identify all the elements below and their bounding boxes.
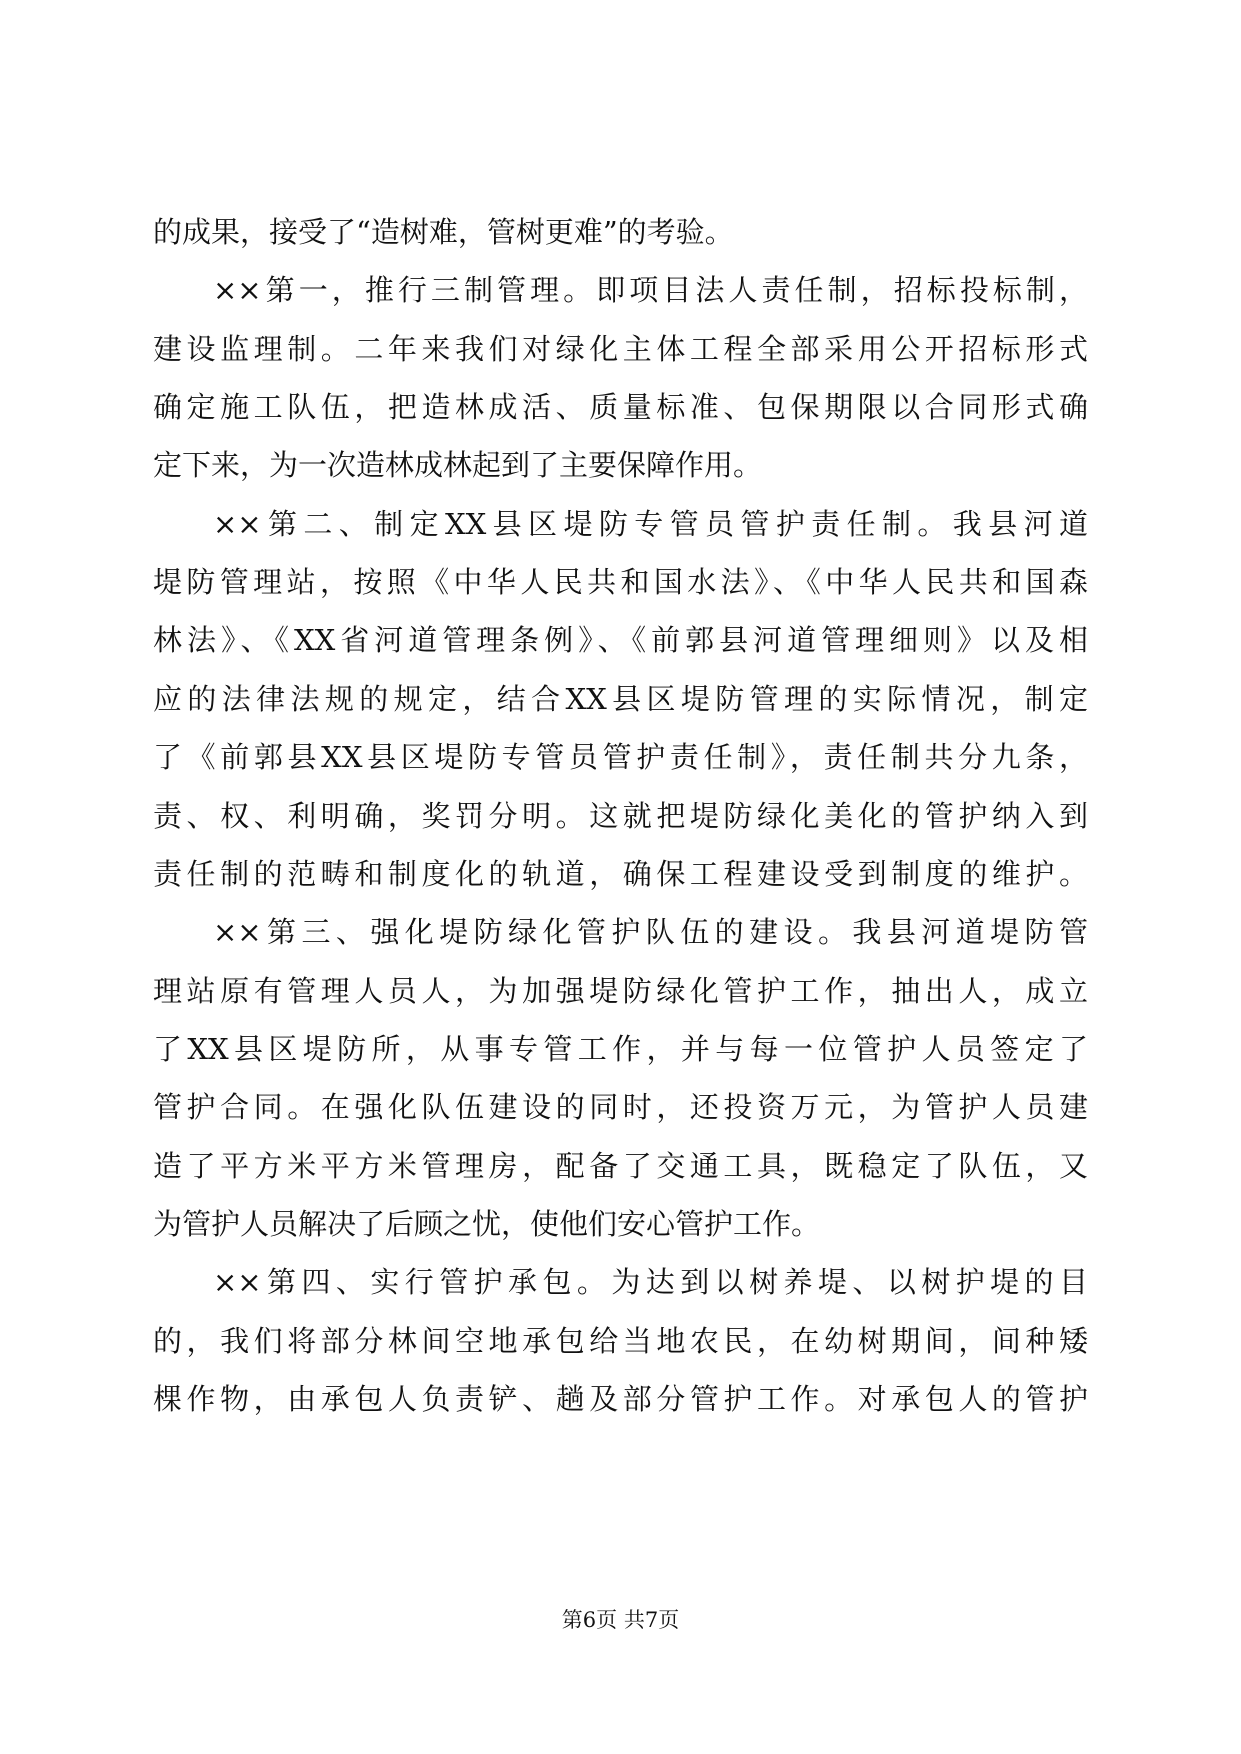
body-text-line: 造了平方米平方米管理房，配备了交通工具，既稳定了队伍，又	[153, 1149, 1088, 1183]
body-text-line: 应的法律法规的规定，结合XX县区堤防管理的实际情况，制定	[153, 682, 1088, 716]
body-text-line: 的成果，接受了“造树难，管树更难”的考验。	[153, 215, 734, 249]
body-text-line: 堤防管理站，按照《中华人民共和国水法》、《中华人民共和国森	[153, 565, 1088, 599]
page-footer: 第6页 共7页	[561, 1608, 680, 1632]
body-text-line: 责任制的范畴和制度化的轨道，确保工程建设受到制度的维护。	[153, 857, 1088, 891]
body-text-line: 建设监理制。二年来我们对绿化主体工程全部采用公开招标形式	[153, 332, 1088, 366]
body-text-line: 了XX县区堤防所，从事专管工作，并与每一位管护人员签定了	[153, 1032, 1088, 1066]
body-text-line: 了《前郭县XX县区堤防专管员管护责任制》，责任制共分九条，	[153, 740, 1088, 774]
body-text-line: 的，我们将部分林间空地承包给当地农民，在幼树期间，间种矮	[153, 1324, 1088, 1358]
body-text-line: 棵作物，由承包人负责铲、趟及部分管护工作。对承包人的管护	[153, 1382, 1088, 1416]
body-text-line: 为管护人员解决了后顾之忧，使他们安心管护工作。	[153, 1207, 821, 1241]
body-text-line: 管护合同。在强化队伍建设的同时，还投资万元，为管护人员建	[153, 1090, 1088, 1124]
body-text-line: ××第二、制定XX县区堤防专管员管护责任制。我县河道	[213, 507, 1088, 541]
body-text-line: ××第四、实行管护承包。为达到以树养堤、以树护堤的目	[213, 1265, 1088, 1299]
body-text-line: 责、权、利明确，奖罚分明。这就把堤防绿化美化的管护纳入到	[153, 799, 1088, 833]
body-text-line: 定下来，为一次造林成林起到了主要保障作用。	[153, 448, 763, 482]
body-text-line: 确定施工队伍，把造林成活、质量标准、包保期限以合同形式确	[153, 390, 1088, 424]
body-text-line: 理站原有管理人员人，为加强堤防绿化管护工作，抽出人，成立	[153, 974, 1088, 1008]
body-text-line: 林法》、《XX省河道管理条例》、《前郭县河道管理细则》以及相	[153, 623, 1088, 657]
body-text-line: ××第三、强化堤防绿化管护队伍的建设。我县河道堤防管	[213, 915, 1088, 949]
body-text-line: ××第一，推行三制管理。即项目法人责任制，招标投标制，	[213, 273, 1088, 307]
